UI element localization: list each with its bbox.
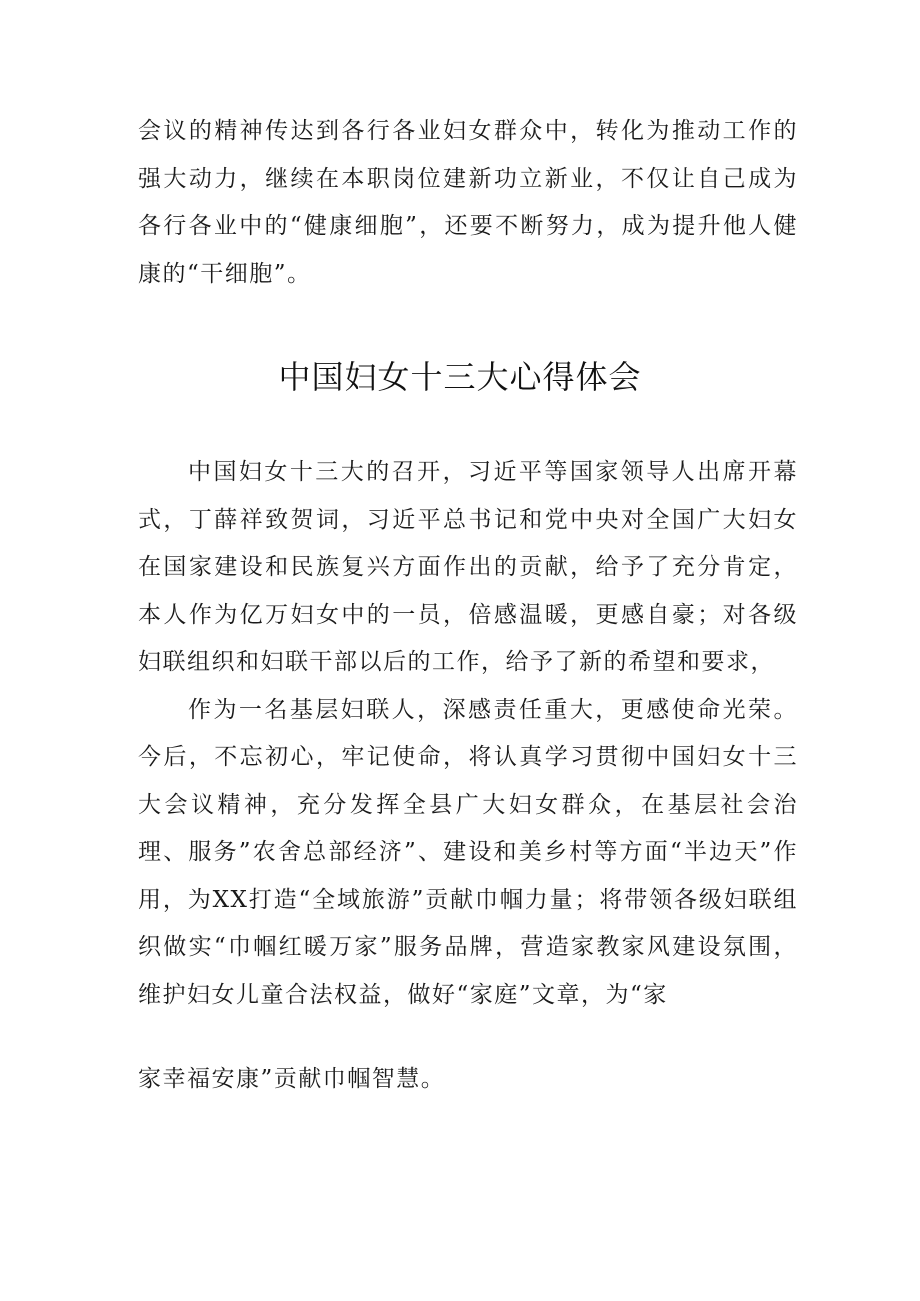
tail-paragraph: 家幸福安康”贡献巾帼智慧。 [138,1066,446,1092]
body-paragraph-1: 中国妇女十三大的召开，习近平等国家领导人出席开幕式，丁薛祥致贺词，习近平总书记和党中央对全国广大妇女在国家建设和民族复兴方面作出的贡献，给予了充分肯定，本人作为亿万妇女中的一员，倍感温暖，更感自豪；对各级妇联组织和妇联干部以后的工作，给予了新的希望和要求， [138,459,798,675]
tail-section [138,1056,798,1104]
body-paragraph-2: 作为一名基层妇联人，深感责任重大，更感使命光荣。今后，不忘初心，牢记使命，将认真学习贯彻中国妇女十三大会议精神，充分发挥全县广大妇女群众，在基层社会治理、服务”农舍总部经济”、建设和美乡村等方面“半边天”作用，为XX打造“全域旅游”贡献巾帼力量；将带领各级妇联组织做实“巾帼红暖万家”服务品牌，营造家教家风建设氛围，维护妇女儿童合法权益，做好“家庭”文章，为“家 [138,696,798,1008]
intro-section [138,108,798,298]
body-section [138,449,798,1019]
intro-paragraph: 会议的精神传达到各行各业妇女群众中，转化为推动工作的强大动力，继续在本职岗位建新功立新业，不仅让自己成为各行各业中的“健康细胞”，还要不断努力，成为提升他人健康的“干细胞”。 [138,118,798,287]
document-title: 中国妇女十三大心得体会 [278,358,642,396]
